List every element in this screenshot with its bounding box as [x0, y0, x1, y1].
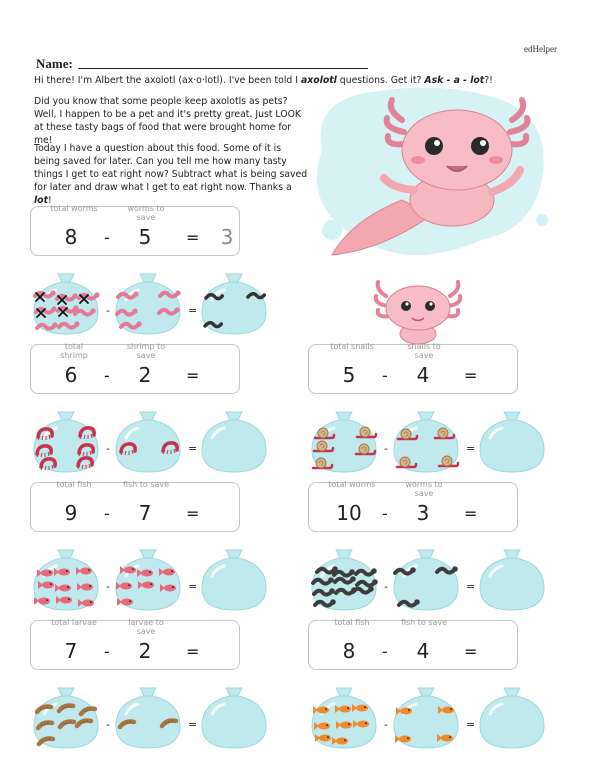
save-bag — [112, 682, 184, 750]
label-save: larvae to save — [128, 618, 164, 636]
bag-icon — [476, 544, 548, 612]
label-save: fish to save — [122, 480, 170, 489]
save-number: 7 — [138, 501, 152, 525]
answer-bag[interactable] — [198, 544, 270, 612]
save-bag — [112, 544, 184, 612]
problem-7 — [308, 620, 558, 752]
bag-minus-sign: - — [106, 580, 110, 593]
problem-4 — [30, 482, 280, 614]
bag-icon — [198, 406, 270, 474]
equals-sign: = — [186, 228, 200, 247]
equals-sign: = — [464, 366, 478, 385]
save-bag — [112, 268, 184, 336]
save-number: 2 — [138, 639, 152, 663]
total-bag — [30, 544, 102, 612]
equals-sign: = — [186, 366, 200, 385]
answer-field[interactable]: 3 — [220, 225, 234, 249]
problem-5 — [308, 482, 558, 614]
problem-1 — [30, 206, 280, 338]
bag-icon — [198, 268, 270, 336]
minus-sign: - — [382, 642, 388, 661]
name-label: Name: — [36, 56, 73, 71]
small-axolotl-illustration — [368, 276, 468, 346]
label-total: total larvae — [51, 618, 97, 627]
total-bag — [308, 544, 380, 612]
save-number: 5 — [138, 225, 152, 249]
total-number: 5 — [342, 363, 356, 387]
brand-label: edHelper — [524, 44, 557, 54]
intro-line-1: Hi there! I'm Albert the axolotl (ax·o·lotl). I've been told I axolotl questions. Get it? Ask - a - lot?! — [34, 75, 493, 86]
bag-equals-sign: = — [188, 442, 198, 455]
label-total: total fish — [334, 618, 370, 627]
bag-icon — [112, 268, 184, 336]
total-number: 8 — [64, 225, 78, 249]
minus-sign: - — [104, 504, 110, 523]
total-bag — [30, 268, 102, 336]
equals-sign: = — [186, 642, 200, 661]
bag-icon — [308, 682, 380, 750]
bag-icon — [390, 406, 462, 474]
total-bag — [308, 682, 380, 750]
bag-icon — [198, 544, 270, 612]
intro-paragraph-3: Today I have a question about this food. Some of it is being saved for later. Can you tell me how many tasty things I get to eat right now? Subtract what is being saved for later and draw what I get to eat right now. Thanks a lot! — [34, 143, 308, 206]
intro-paragraph-2: Did you know that some people keep axolotls as pets? Well, I happen to be a pet and it's pretty great. Just LOOK at these tasty bags of food that were brought home for me! — [34, 96, 302, 146]
bag-minus-sign: - — [106, 442, 110, 455]
total-bag — [30, 406, 102, 474]
total-number: 7 — [64, 639, 78, 663]
save-number: 4 — [416, 363, 430, 387]
minus-sign: - — [104, 366, 110, 385]
bag-icon — [390, 544, 462, 612]
bag-icon — [198, 682, 270, 750]
bag-icon — [112, 544, 184, 612]
bag-minus-sign: - — [384, 442, 388, 455]
answer-bag[interactable] — [198, 406, 270, 474]
label-total: total worms — [328, 480, 376, 489]
save-bag — [390, 406, 462, 474]
bag-icon — [308, 406, 380, 474]
bag-icon — [476, 406, 548, 474]
bag-equals-sign: = — [188, 304, 198, 317]
save-bag — [390, 682, 462, 750]
answer-bag[interactable] — [476, 682, 548, 750]
label-save: shrimp to save — [126, 342, 166, 360]
minus-sign: - — [382, 366, 388, 385]
answer-bag[interactable] — [476, 544, 548, 612]
label-save: worms to save — [127, 204, 165, 222]
answer-bag[interactable] — [198, 268, 270, 336]
label-total: total worms — [50, 204, 98, 213]
name-field[interactable] — [78, 68, 368, 69]
equals-sign: = — [186, 504, 200, 523]
bag-icon — [112, 682, 184, 750]
bag-icon — [30, 682, 102, 750]
answer-bag[interactable] — [476, 406, 548, 474]
equals-sign: = — [464, 642, 478, 661]
axolotl-illustration — [292, 80, 562, 270]
bag-icon — [30, 406, 102, 474]
bag-icon — [30, 268, 102, 336]
bag-equals-sign: = — [466, 718, 476, 731]
minus-sign: - — [104, 642, 110, 661]
save-number: 3 — [416, 501, 430, 525]
save-bag — [112, 406, 184, 474]
bag-equals-sign: = — [466, 580, 476, 593]
save-bag — [390, 544, 462, 612]
label-total: total snails — [330, 342, 374, 351]
bag-icon — [30, 544, 102, 612]
bag-minus-sign: - — [384, 580, 388, 593]
bag-equals-sign: = — [188, 718, 198, 731]
bag-equals-sign: = — [466, 442, 476, 455]
problem-3 — [308, 344, 558, 476]
label-save: worms to save — [405, 480, 443, 498]
total-bag — [30, 682, 102, 750]
bag-icon — [390, 682, 462, 750]
answer-bag[interactable] — [198, 682, 270, 750]
bag-minus-sign: - — [106, 718, 110, 731]
total-number: 8 — [342, 639, 356, 663]
bag-minus-sign: - — [106, 304, 110, 317]
label-save: fish to save — [400, 618, 448, 627]
label-total: total shrimp — [60, 342, 88, 360]
bag-minus-sign: - — [384, 718, 388, 731]
bag-icon — [308, 544, 380, 612]
total-number: 6 — [64, 363, 78, 387]
save-number: 2 — [138, 363, 152, 387]
label-save: snails to save — [407, 342, 441, 360]
bag-equals-sign: = — [188, 580, 198, 593]
problem-6 — [30, 620, 280, 752]
minus-sign: - — [104, 228, 110, 247]
total-number: 9 — [64, 501, 78, 525]
label-total: total fish — [56, 480, 92, 489]
bag-icon — [476, 682, 548, 750]
total-bag — [308, 406, 380, 474]
equals-sign: = — [464, 504, 478, 523]
problem-2 — [30, 344, 280, 476]
total-number: 10 — [336, 501, 362, 525]
bag-icon — [112, 406, 184, 474]
save-number: 4 — [416, 639, 430, 663]
minus-sign: - — [382, 504, 388, 523]
